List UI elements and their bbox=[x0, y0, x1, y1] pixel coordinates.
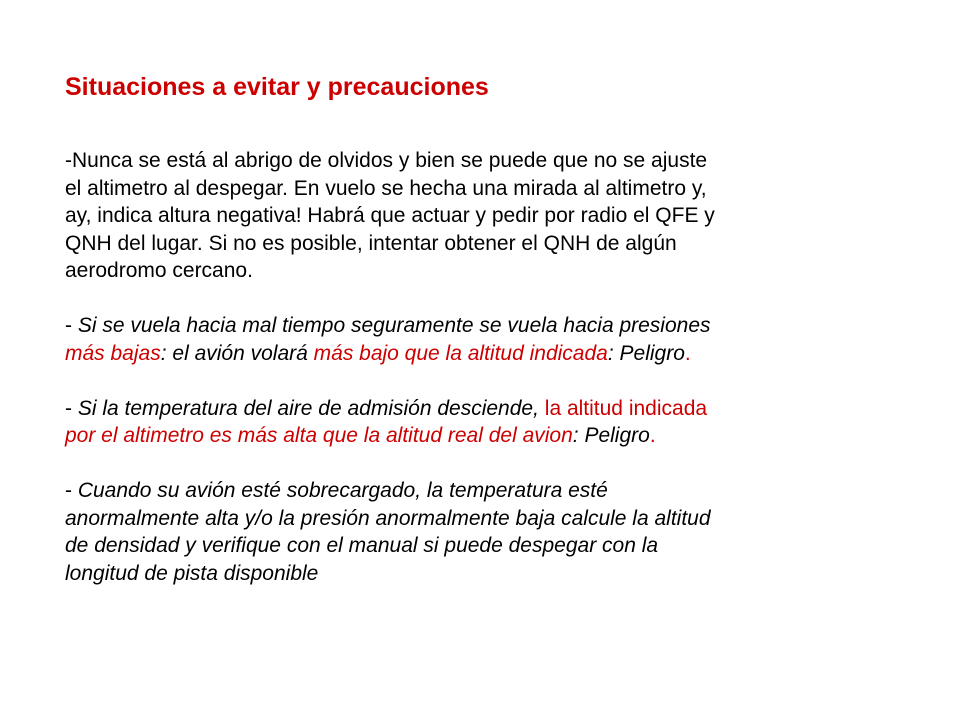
text-span: Si la temperatura del aire de admisión desciende, bbox=[77, 396, 539, 420]
text-span: Si se vuela hacia mal tiempo seguramente se vuela hacia presiones bbox=[77, 314, 711, 337]
text-span: de densidad y verifique con el manual si puede despegar con la bbox=[65, 534, 659, 557]
bullet-dash: - bbox=[65, 314, 78, 337]
text-line: QNH del lugar. Si no es posible, intentar obtener el QNH de algún bbox=[65, 231, 677, 255]
highlight-text: más bajo que la altitud indicada bbox=[313, 341, 608, 365]
highlight-text: más bajas bbox=[65, 341, 161, 365]
text-span: anormalmente alta y/o la presión anormalmente baja calcule la altitud bbox=[65, 506, 711, 530]
text-line: ay, indica altura negativa! Habrá que actuar y pedir por radio el QFE y bbox=[65, 204, 715, 227]
text-line: -Nunca se está al abrigo de olvidos y bien se puede que no se ajuste bbox=[65, 149, 708, 172]
text-span: : Peligro bbox=[572, 424, 650, 447]
highlight-text: . bbox=[684, 341, 691, 365]
text-line: aerodromo cercano. bbox=[65, 259, 253, 282]
paragraph-altimeter-reminder bbox=[65, 147, 905, 285]
paragraph-spacer bbox=[65, 285, 905, 313]
paragraph-temperature bbox=[65, 395, 905, 450]
bullet-dash: - bbox=[65, 479, 78, 502]
text-span: : Peligro bbox=[607, 341, 685, 365]
text-span: longitud de pista disponible bbox=[65, 561, 319, 585]
slide-title: Situaciones a evitar y precauciones bbox=[65, 73, 489, 101]
highlight-text: la altitud indicada bbox=[538, 396, 708, 420]
text-span: Cuando su avión esté sobrecargado, la temperatura esté bbox=[77, 479, 608, 502]
highlight-text: . bbox=[649, 424, 656, 447]
paragraph-overload bbox=[65, 477, 905, 587]
text-span: : el avión volará bbox=[160, 341, 314, 365]
paragraph-spacer bbox=[65, 367, 905, 395]
bullet-dash: - bbox=[65, 396, 78, 420]
slide-body bbox=[65, 147, 905, 587]
highlight-text: por el altimetro es más alta que la altitud real del avion bbox=[65, 424, 573, 447]
paragraph-spacer bbox=[65, 450, 905, 478]
paragraph-bad-weather bbox=[65, 312, 905, 367]
text-line: el altimetro al despegar. En vuelo se hecha una mirada al altimetro y, bbox=[65, 176, 707, 200]
